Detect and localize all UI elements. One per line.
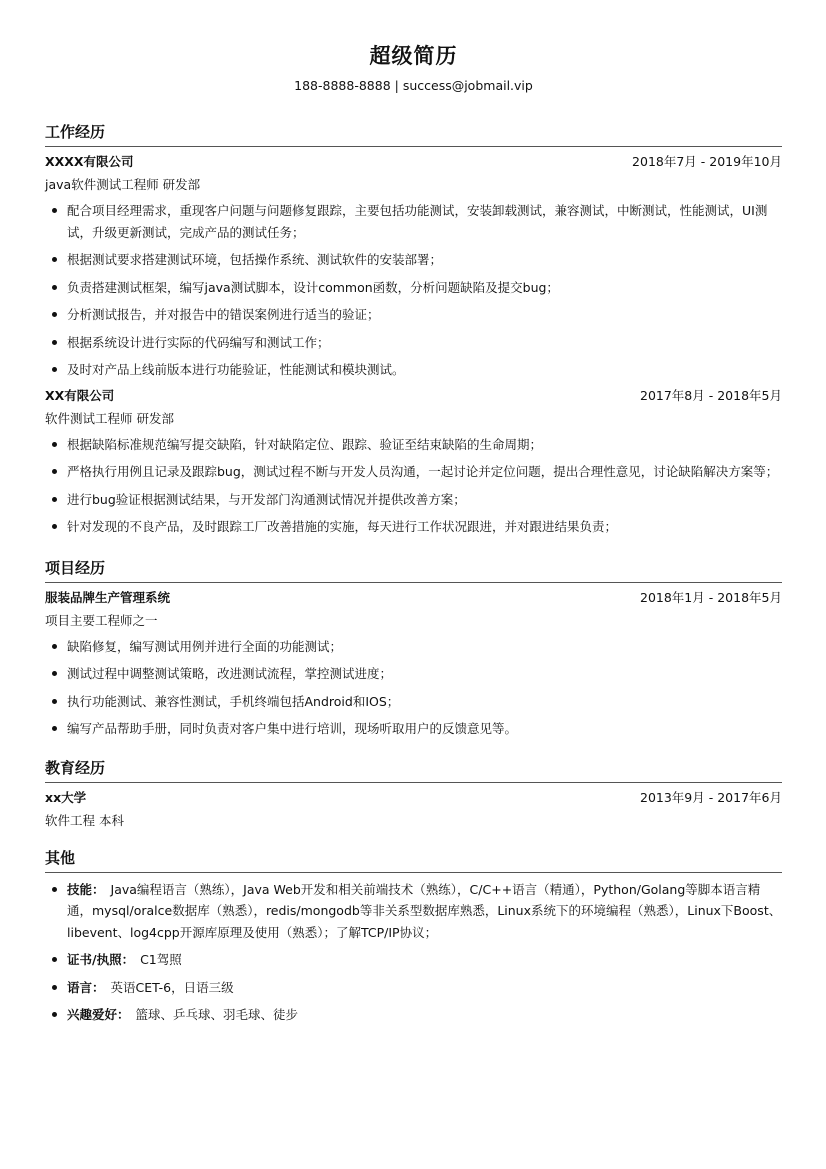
entry-header — [45, 789, 782, 807]
list-item: 负责搭建测试框架，编写java测试脚本，设计common函数，分析问题缺陷及提交bug； — [45, 277, 782, 299]
list-item-languages — [45, 977, 782, 999]
list-item: 根据缺陷标准规范编写提交缺陷，针对缺陷定位、跟踪、验证至结束缺陷的生命周期； — [45, 434, 782, 456]
list-item: 分析测试报告，并对报告中的错误案例进行适当的验证； — [45, 304, 782, 326]
job-role: java软件测试工程师 研发部 — [45, 177, 201, 192]
item-label: 证书/执照： — [67, 952, 135, 967]
item-text: 篮球、乒乓球、羽毛球、徒步 — [135, 1007, 299, 1022]
job-role: 软件测试工程师 研发部 — [45, 410, 174, 426]
list-item: 进行bug验证根据测试结果，与开发部门沟通测试情况并提供改善方案； — [45, 489, 782, 511]
section-title-projects: 项目经历 — [45, 558, 782, 583]
school-name: xx大学 — [45, 789, 87, 805]
project-role: 项目主要工程师之一 — [45, 612, 158, 628]
entry-date: 2013年9月 - 2017年6月 — [640, 789, 782, 805]
entry-header — [45, 153, 782, 171]
list-item: 根据系统设计进行实际的代码编写和测试工作； — [45, 332, 782, 354]
list-item: 根据测试要求搭建测试环境，包括操作系统、测试软件的安装部署； — [45, 249, 782, 271]
item-label: 语言： — [67, 979, 105, 995]
entry-date: 2018年1月 - 2018年5月 — [640, 589, 782, 605]
other-section — [45, 848, 782, 1026]
item-text: 英语CET-6，日语三级 — [110, 979, 234, 995]
resume-title: 超级简历 — [369, 44, 458, 68]
bullet-list — [45, 879, 782, 1026]
section-title-education: 教育经历 — [45, 758, 782, 783]
item-text: C1驾照 — [140, 952, 182, 967]
degree-major: 软件工程 本科 — [45, 812, 124, 828]
work-section — [45, 122, 782, 538]
project-entry — [45, 589, 782, 740]
list-item-hobbies — [45, 1004, 782, 1026]
contact-info: 188-8888-8888 | success@jobmail.vip — [294, 78, 533, 93]
list-item-skills — [45, 879, 782, 944]
bullet-list — [45, 200, 782, 381]
education-section — [45, 758, 782, 830]
item-label: 技能： — [67, 881, 105, 897]
bullet-list — [45, 636, 782, 740]
education-entry — [45, 789, 782, 830]
entry-header — [45, 387, 782, 405]
list-item: 执行功能测试、兼容性测试，手机终端包括Android和IOS； — [45, 691, 782, 713]
item-text: Java编程语言（熟练），Java Web开发和相关前端技术（熟练），C/C++语言（精通），Python/Golang等脚本语言精通，mysql/oralce数据库（熟悉），redis/mongodb等非关系型数据库熟悉，Linux系统下的环境编程（熟悉），Linux下Boost、libevent、log4cpp开源库原理及使用（熟悉）；了解TCP/IP协议； — [67, 881, 782, 940]
section-title-other: 其他 — [45, 848, 782, 873]
list-item: 缺陷修复，编写测试用例并进行全面的功能测试； — [45, 636, 782, 658]
project-name: 服装品牌生产管理系统 — [45, 589, 171, 605]
entry-date: 2018年7月 - 2019年10月 — [632, 154, 782, 169]
list-item: 配合项目经理需求，重现客户问题与问题修复跟踪，主要包括功能测试，安装卸载测试，兼容测试，中断测试，性能测试，UI测试，升级更新测试，完成产品的测试任务； — [45, 200, 782, 243]
section-title-work: 工作经历 — [45, 122, 782, 147]
list-item: 针对发现的不良产品，及时跟踪工厂改善措施的实施，每天进行工作状况跟进，并对跟进结果负责； — [45, 516, 782, 538]
list-item: 严格执行用例且记录及跟踪bug，测试过程不断与开发人员沟通，一起讨论并定位问题，提出合理性意见，讨论缺陷解决方案等； — [45, 461, 782, 483]
entry-date: 2017年8月 - 2018年5月 — [640, 387, 782, 403]
company-name: XX有限公司 — [45, 387, 115, 403]
list-item-certificates — [45, 949, 782, 971]
work-entry — [45, 387, 782, 538]
work-entry — [45, 153, 782, 381]
list-item: 编写产品帮助手册，同时负责对客户集中进行培训，现场听取用户的反馈意见等。 — [45, 718, 782, 740]
item-label: 兴趣爱好： — [67, 1007, 130, 1022]
company-name: XXXX有限公司 — [45, 154, 134, 169]
bullet-list — [45, 434, 782, 538]
resume-page — [45, 0, 782, 1026]
project-section — [45, 558, 782, 740]
list-item: 测试过程中调整测试策略，改进测试流程，掌控测试进度； — [45, 663, 782, 685]
list-item: 及时对产品上线前版本进行功能验证，性能测试和模块测试。 — [45, 359, 782, 381]
entry-header — [45, 589, 782, 607]
